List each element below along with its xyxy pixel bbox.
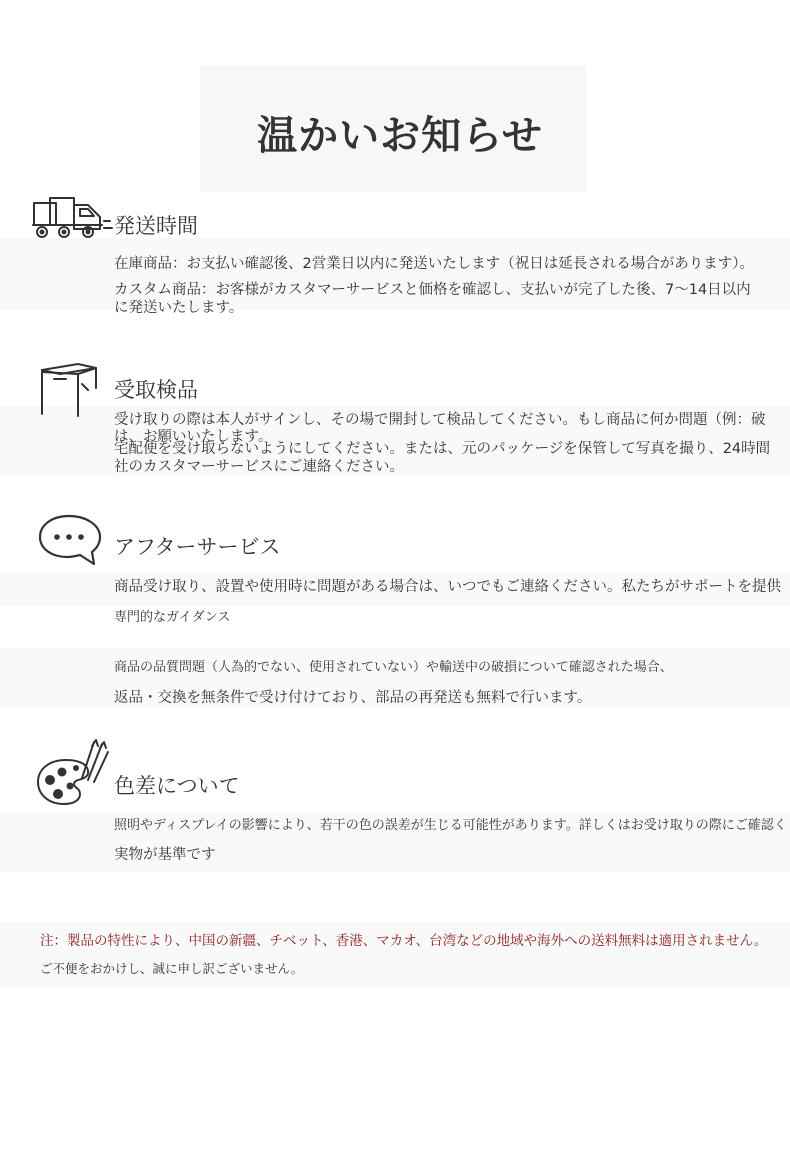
section-text: 社のカスタマーサービスにご連絡ください。 xyxy=(114,459,404,475)
section-text: 宅配便を受け取らないようにしてください。または、元のパッケージを保管して写真を撮り、24時間 xyxy=(114,441,771,457)
box-icon xyxy=(36,360,102,422)
section-heading: 発送時間 xyxy=(114,214,198,238)
section-text: 商品の品質問題（人為的でない、使用されていない）や輸送中の破損について確認された場合、 xyxy=(114,660,673,675)
paint-palette-icon xyxy=(36,738,112,808)
section-text: 返品・交換を無条件で受け付けており、部品の再発送も無料で行います。 xyxy=(114,690,592,706)
apology-notice: ご不便をおかけし、誠に申し訳ございません。 xyxy=(40,961,304,976)
page-title: 温かいお知らせ xyxy=(257,113,543,159)
section-text: 在庫商品：お支払い確認後、2営業日以内に発送いたします（祝日は延長される場合があります）。 xyxy=(114,256,754,272)
section-text: に発送いたします。 xyxy=(114,300,244,316)
section-text: 照明やディスプレイの影響により、若干の色の誤差が生じる可能性があります。詳しくはお受け取りの際にご確認く xyxy=(114,818,787,833)
section-heading: アフターサービス xyxy=(114,535,281,559)
section-text: 商品受け取り、設置や使用時に問題がある場合は、いつでもご連絡ください。私たちがサポートを提供 xyxy=(114,579,781,595)
section-text: は、お願いいたします。 xyxy=(114,429,273,445)
section-text: カスタム商品：お客様がカスタマーサービスと価格を確認し、支払いが完了した後、7〜14日以内 xyxy=(114,282,751,298)
section-heading: 受取検品 xyxy=(114,378,198,402)
section-text: 受け取りの際は本人がサインし、その場で開封して検品してください。もし商品に何か問題（例：破 xyxy=(114,412,766,428)
section-text: 専門的なガイダンス xyxy=(114,610,231,625)
shipping-notice: 注：製品の特性により、中国の新疆、チベット、香港、マカオ、台湾などの地域や海外への送料無料は適用されません。 xyxy=(40,933,768,949)
speech-bubble-icon xyxy=(36,512,104,568)
section-text: 実物が基準です xyxy=(114,847,216,863)
truck-icon xyxy=(30,195,116,243)
section-heading: 色差について xyxy=(114,774,240,798)
